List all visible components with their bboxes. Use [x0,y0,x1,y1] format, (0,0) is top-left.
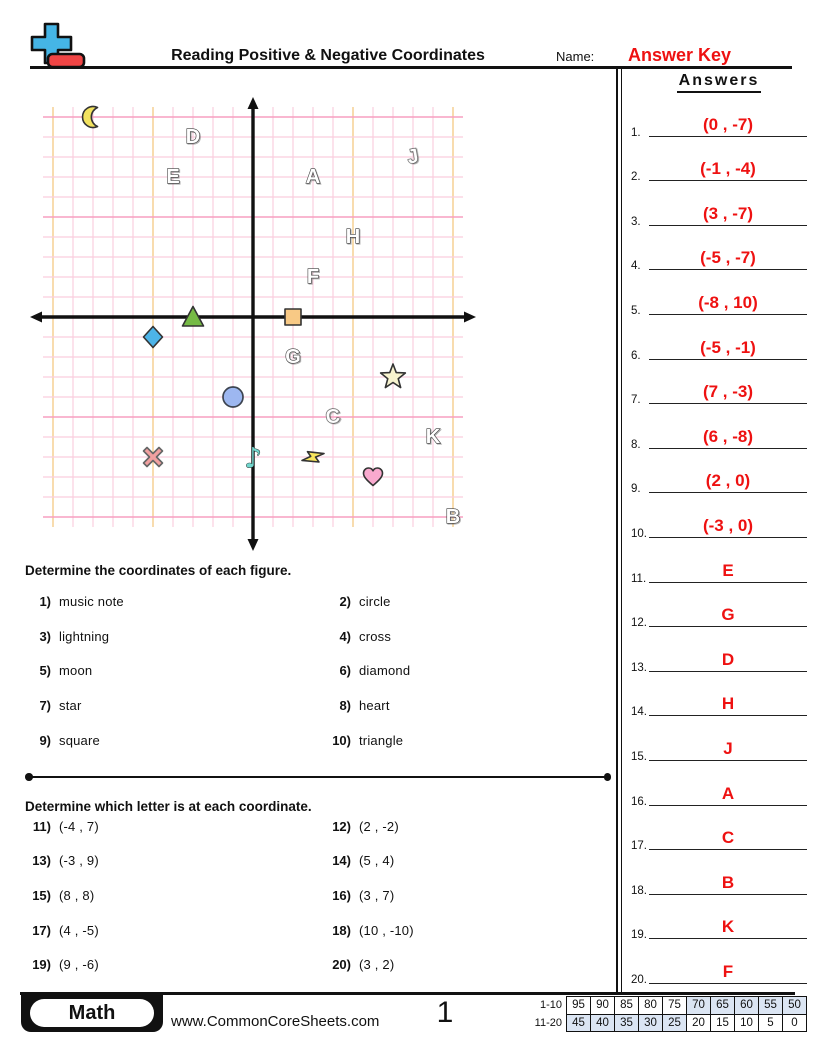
answer-row [622,323,816,368]
answer-text: E [722,560,734,580]
grid-letter-E: E [166,166,180,188]
section1-heading: Determine the coordinates of each figure. [25,563,292,578]
score-row [567,997,806,1014]
grid-letter-H: H [345,226,361,248]
answer-number: 14. [631,706,647,719]
question-coordinate: (5 , 4) [359,853,395,869]
answer-row [622,546,816,591]
score-row [567,1014,806,1032]
answer-row [622,769,816,814]
section1-questions [25,584,610,758]
answer-blank-line [649,760,807,761]
question-number: 10) [332,733,351,749]
answer-text: J [723,738,733,758]
question-label: circle [359,593,391,609]
answer-number: 6. [631,349,641,362]
question-coordinate: (3 , 7) [359,887,395,903]
question-row [325,732,610,749]
answer-row [622,591,816,636]
grid-letter-C: C [324,405,342,429]
score-row-label: 1-10 [539,999,562,1011]
question-number: 20) [332,957,351,973]
question-row [25,662,325,679]
answer-row [622,680,816,725]
question-label: triangle [359,733,404,749]
x-axis-left-arrow [30,312,42,323]
answer-number: 13. [631,661,647,674]
question-row [325,662,610,679]
answer-number: 2. [631,171,641,184]
answer-text: (0 , -7) [702,114,754,134]
answer-blank-line [649,715,807,716]
score-cell: 35 [614,1014,638,1032]
question-number: 11) [32,818,51,834]
answer-blank-line [649,180,807,181]
question-row [325,628,610,645]
page-number: 1 [436,996,454,1029]
score-row-label: 11-20 [534,1016,562,1029]
answer-row [622,145,816,190]
question-number: 16) [332,887,351,903]
score-cell: 5 [758,1014,782,1032]
shape-music-note-icon: ♪ [244,441,262,475]
answer-number: 9. [631,483,641,496]
answer-row [622,947,816,992]
answer-text: (-8 , 10) [698,292,758,312]
question-coordinate: (9 , -6) [59,957,99,973]
question-number: 17) [32,922,51,938]
grid-letter-J: J [405,145,421,169]
answer-text: (6 , -8) [702,426,754,446]
question-label: cross [359,628,392,644]
question-number: 5) [39,663,51,679]
answer-key-label: Answer Key [627,45,732,65]
question-number: 7) [39,698,51,714]
answer-text: (-5 , -1) [700,337,756,357]
score-cell: 25 [662,1014,686,1032]
score-cell: 80 [638,997,662,1014]
answer-number: 5. [631,304,641,317]
question-row [25,818,325,835]
answer-row [622,814,816,859]
question-number: 19) [32,957,51,973]
grid-letter-D: D [185,126,201,148]
question-row [25,852,325,869]
answer-row [622,412,816,457]
question-coordinate: (3 , 2) [359,957,395,973]
answers-panel-title: Answers [622,72,816,93]
answer-text: (2 , 0) [705,471,751,491]
y-axis-bottom-arrow [248,539,259,551]
answer-number: 12. [631,617,647,630]
answer-number: 10. [631,527,647,540]
worksheet-title: Reading Positive & Negative Coordinates [171,47,485,64]
score-cell: 50 [782,997,806,1014]
subject-badge [21,994,163,1032]
answer-text: (-5 , -7) [700,248,756,268]
question-label: square [59,733,100,749]
score-cell: 40 [590,1014,614,1032]
shape-diamond-icon [144,327,163,348]
answer-text: D [721,649,735,669]
answer-number: 7. [631,394,641,407]
answer-blank-line [649,359,807,360]
question-coordinate: (4 , -5) [59,922,99,938]
score-cell: 10 [734,1014,758,1032]
answer-number: 15. [631,750,647,763]
answer-row [622,189,816,234]
question-label: heart [359,698,390,714]
answer-number: 4. [631,260,641,273]
answer-row [622,858,816,903]
subject-badge-label: Math [30,999,154,1027]
answer-number: 18. [631,884,647,897]
answer-text: (-1 , -4) [700,159,756,179]
question-number: 4) [339,628,351,644]
answer-text: F [722,961,734,981]
grid-letter-F: F [306,266,320,288]
answer-number: 1. [631,126,641,139]
answer-blank-line [649,314,807,315]
answer-row [622,234,816,279]
question-label: moon [59,663,93,679]
question-number: 2) [339,593,351,609]
x-axis-right-arrow [464,312,476,323]
question-number: 6) [339,663,351,679]
answer-number: 11. [631,572,647,585]
shape-heart-icon [364,468,383,486]
question-number: 12) [332,818,351,834]
question-row [325,887,610,904]
answer-blank-line [649,938,807,939]
score-cell: 70 [686,997,710,1014]
question-coordinate: (-4 , 7) [59,818,99,834]
answer-row [622,368,816,413]
answer-row [622,903,816,948]
question-number: 3) [39,628,51,644]
score-cell: 85 [614,997,638,1014]
question-row [25,732,325,749]
score-cell: 20 [686,1014,710,1032]
section-divider [28,776,608,778]
answer-blank-line [649,537,807,538]
answer-number: 8. [631,438,641,451]
answer-blank-line [649,448,807,449]
answer-blank-line [649,894,807,895]
question-row [25,697,325,714]
question-coordinate: (10 , -10) [359,922,414,938]
answer-text: (3 , -7) [702,203,754,223]
score-table-labels [500,997,562,1032]
answer-row [622,635,816,680]
question-number: 15) [32,887,51,903]
score-cell: 65 [710,997,734,1014]
question-label: star [59,698,82,714]
score-cell: 45 [567,1014,590,1032]
question-label: diamond [359,663,411,679]
answer-blank-line [649,626,807,627]
question-number: 8) [339,698,351,714]
shape-square-icon [285,309,301,325]
section2-heading: Determine which letter is at each coordinate. [25,799,312,814]
score-table [566,996,807,1032]
answer-number: 16. [631,795,647,808]
coordinate-grid-svg [28,94,484,554]
question-row [325,593,610,610]
answer-blank-line [649,269,807,270]
answer-number: 20. [631,973,647,986]
answer-text: G [721,605,735,625]
answer-blank-line [649,582,807,583]
question-row [325,852,610,869]
shape-circle-icon [223,387,243,407]
score-cell: 95 [567,997,590,1014]
answer-row [622,501,816,546]
score-cell: 60 [734,997,758,1014]
question-number: 18) [332,922,351,938]
answer-row [622,100,816,145]
y-axis-top-arrow [248,97,259,109]
question-number: 14) [332,853,351,869]
answer-row [622,724,816,769]
answer-text: K [721,917,735,937]
question-coordinate: (8 , 8) [59,887,95,903]
answer-text: C [721,828,735,848]
grid-letter-G: G [285,346,301,368]
question-row [25,593,325,610]
answer-text: A [721,783,735,803]
answers-separator-line [616,68,618,992]
score-cell: 90 [590,997,614,1014]
grid-letter-A: A [305,166,321,188]
question-coordinate: (-3 , 9) [59,853,99,869]
answer-row [622,457,816,502]
grid-letter-B: B [445,506,461,528]
header-rule [30,66,792,69]
answer-blank-line [649,849,807,850]
question-row [325,922,610,939]
answer-blank-line [649,225,807,226]
answer-number: 3. [631,215,641,228]
section2-questions [25,809,610,982]
question-row [325,697,610,714]
question-label: music note [59,593,124,609]
question-row [325,956,610,973]
question-number: 9) [39,733,51,749]
name-label: Name: [556,49,595,64]
score-cell: 55 [758,997,782,1014]
question-row [325,818,610,835]
question-number: 1) [39,593,51,609]
answer-blank-line [649,671,807,672]
question-number: 13) [32,853,51,869]
question-row [25,887,325,904]
score-cell: 15 [710,1014,734,1032]
answer-text: B [721,872,735,892]
answer-number: 17. [631,840,647,853]
answer-blank-line [649,136,807,137]
website-text: www.CommonCoreSheets.com [171,1013,380,1030]
question-row [25,922,325,939]
answer-number: 19. [631,929,647,942]
score-cell: 30 [638,1014,662,1032]
score-cell: 75 [662,997,686,1014]
question-row [25,956,325,973]
answer-blank-line [649,403,807,404]
question-row [25,628,325,645]
answer-blank-line [649,983,807,984]
answers-list [622,100,816,992]
answer-blank-line [649,492,807,493]
answer-text: (-3 , 0) [702,515,754,535]
question-coordinate: (2 , -2) [359,818,399,834]
answer-text: H [721,694,735,714]
question-label: lightning [59,628,110,644]
answer-blank-line [649,805,807,806]
answer-text: (7 , -3) [702,382,754,402]
score-cell: 0 [782,1014,806,1032]
answer-row [622,278,816,323]
grid-letter-K: K [425,426,441,448]
